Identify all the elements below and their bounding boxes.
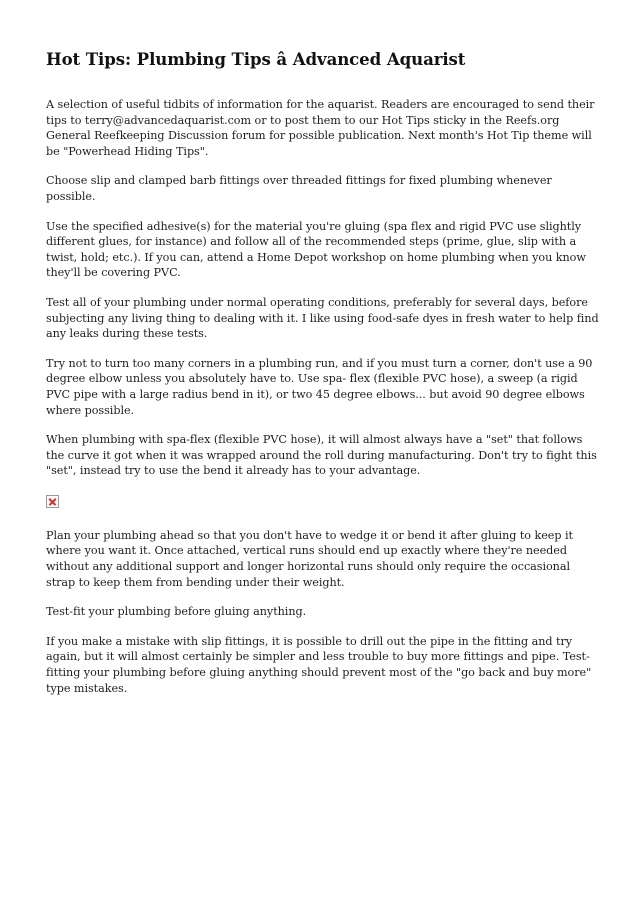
- tip-paragraph: Test all of your plumbing under normal operating conditions, preferably for several days, before subjecting any living thing to dealing with it. I like using food-safe dyes in fresh water to help find any leaks during these tests.: [46, 295, 599, 341]
- page-title: Hot Tips: Plumbing Tips â Advanced Aquarist: [46, 49, 466, 69]
- broken-image-icon: [46, 495, 59, 508]
- tip-paragraph: Use the specified adhesive(s) for the material you're gluing (spa flex and rigid PVC use slightly different glues, for instance) and follow all of the recommended steps (prime, glue, slip with a twist, hold; etc.). If you can, attend a Home Depot workshop on home plumbing when you know they'll be covering PVC.: [46, 219, 586, 280]
- image-placeholder: [46, 493, 601, 528]
- tip-paragraph: When plumbing with spa-flex (flexible PVC hose), it will almost always have a "set" that follows the curve it got when it was wrapped around the roll during manufacturing. Don't try to fight this "set", instead try to use the bend it already has to your advantage.: [46, 433, 597, 478]
- tip-paragraph: Try not to turn too many corners in a plumbing run, and if you must turn a corner, don't use a 90 degree elbow unless you absolutely have to. Use spa- flex (flexible PVC hose), a sweep (a rigid PVC pipe with a large radius bend in it), or two 45 degree elbows... but avoid 90 degree elbows where possible.: [46, 356, 593, 417]
- tip-paragraph: If you make a mistake with slip fittings, it is possible to drill out the pipe in the fitting and try again, but it will almost certainly be simpler and less trouble to buy more fittings and pipe. Test-fitting your plumbing before gluing anything should prevent most of the "go back and buy more" type mistakes.: [46, 634, 592, 695]
- tip-paragraph: Choose slip and clamped barb fittings over threaded fittings for fixed plumbing whenever possible.: [46, 174, 552, 203]
- tip-paragraph: Test-fit your plumbing before gluing anything.: [46, 605, 307, 619]
- tip-paragraph: Plan your plumbing ahead so that you don't have to wedge it or bend it after gluing to keep it where you want it. Once attached, vertical runs should end up exactly where they're needed without any additional support and longer horizontal runs should only require the occasional strap to keep them from bending under their weight.: [46, 528, 573, 589]
- intro-paragraph: A selection of useful tidbits of information for the aquarist. Readers are encouraged to send their tips to terry@advancedaquarist.com or to post them to our Hot Tips sticky in the Reefs.org General Reefkeeping Discussion forum for possible publication. Next month's Hot Tip theme will be "Powerhead Hiding Tips".: [46, 98, 595, 158]
- document-page: [46, 48, 601, 710]
